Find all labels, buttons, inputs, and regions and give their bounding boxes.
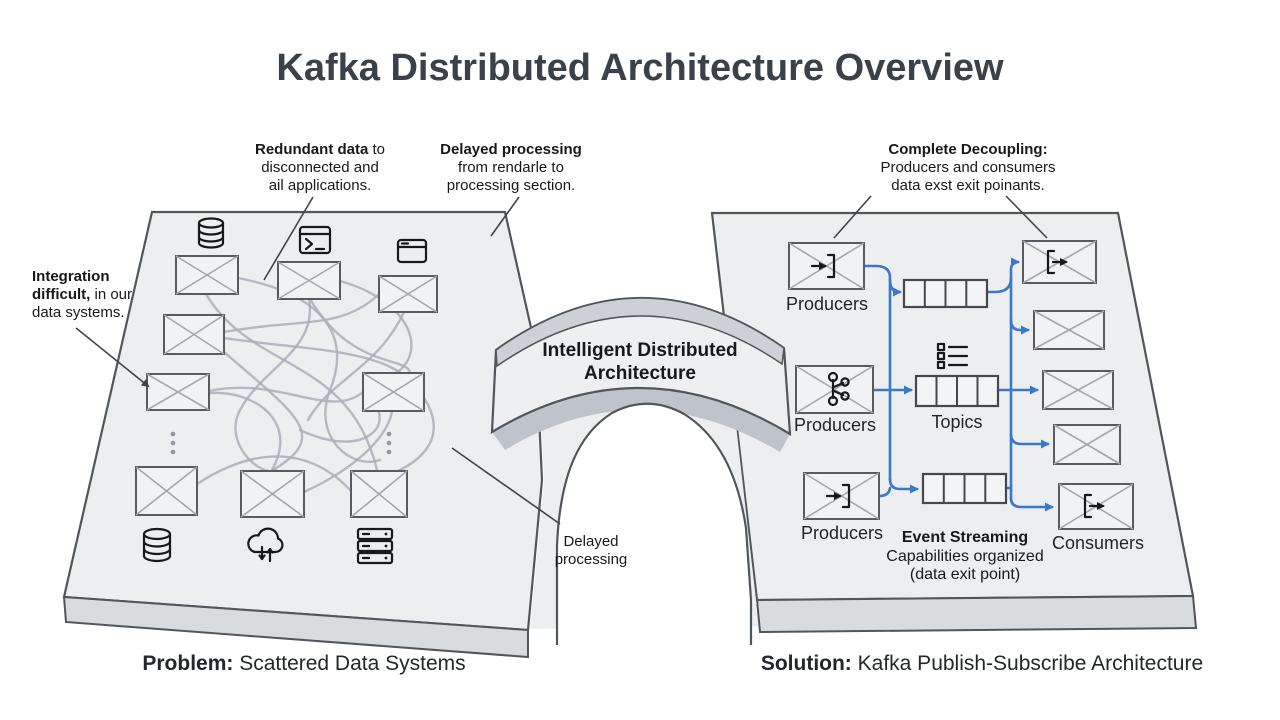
topics-label: Topics: [931, 412, 983, 432]
app-box: [351, 471, 407, 517]
annotation-line: Delayed: [563, 533, 619, 550]
bridge-label-line1: Intelligent Distributed: [542, 340, 738, 361]
annotation-line: Complete Decoupling:: [888, 141, 1048, 158]
annotation-line: Producers and consumers: [880, 159, 1056, 176]
producer-box-3: [804, 473, 879, 519]
annotation-line: Event Streaming: [901, 529, 1029, 546]
annotation-line: Delayed processing: [440, 141, 582, 158]
annotation-line: processing section.: [446, 177, 576, 194]
app-box: [176, 256, 238, 294]
app-box: [136, 467, 197, 515]
annotation-line: difficult, in our: [32, 286, 133, 303]
annotation-line: data systems.: [32, 304, 125, 321]
app-box: [164, 315, 224, 354]
topic-queue-1: [904, 280, 987, 307]
consumer-box-2: [1034, 311, 1104, 349]
topic-queue-2: [916, 376, 998, 406]
annotation-line: Integration: [32, 268, 110, 285]
annotation-event-streaming: [886, 529, 1043, 583]
page-title: Kafka Distributed Architecture Overview: [276, 47, 1004, 89]
topic-queue-3: [923, 474, 1006, 503]
consumer-box-5: [1059, 484, 1133, 529]
producers-label-3: Producers: [800, 523, 884, 543]
annotation-delayed-top: [440, 141, 582, 194]
annotation-line: data exst exit poinants.: [891, 177, 1045, 194]
app-box: [241, 471, 304, 517]
bridge-label-line2: Architecture: [584, 363, 696, 384]
producers-label-1: Producers: [785, 294, 869, 314]
problem-caption: Problem: Scattered Data Systems: [142, 652, 466, 675]
annotation-line: Capabilities organized: [886, 548, 1044, 565]
app-box: [379, 276, 437, 312]
annotation-delayed-bottom: [555, 533, 628, 568]
consumer-box-3: [1043, 371, 1113, 409]
app-box: [278, 262, 340, 299]
consumers-label: Consumers: [1051, 533, 1145, 553]
consumer-box-4: [1054, 425, 1120, 464]
consumer-box-1: [1023, 241, 1096, 283]
annotation-integration: [32, 268, 132, 321]
producer-box-2: [796, 366, 873, 413]
annotation-line: Redundant data to: [254, 141, 386, 158]
solution-caption: Solution: Kafka Publish-Subscribe Architecture: [760, 652, 1204, 675]
producer-box-1: [789, 243, 864, 289]
annotation-line: from rendarle to: [458, 159, 564, 176]
producers-label-2: Producers: [793, 415, 877, 435]
app-box: [147, 374, 209, 410]
annotation-redundant: [255, 141, 385, 194]
annotation-decoupling: [880, 141, 1055, 194]
annotation-line: processing: [554, 551, 628, 568]
app-box: [363, 373, 424, 411]
annotation-line: (data exit point): [909, 566, 1021, 583]
annotation-line: ail applications.: [268, 177, 372, 194]
annotation-line: disconnected and: [261, 159, 379, 176]
solution-panel-front-face: [757, 596, 1196, 632]
